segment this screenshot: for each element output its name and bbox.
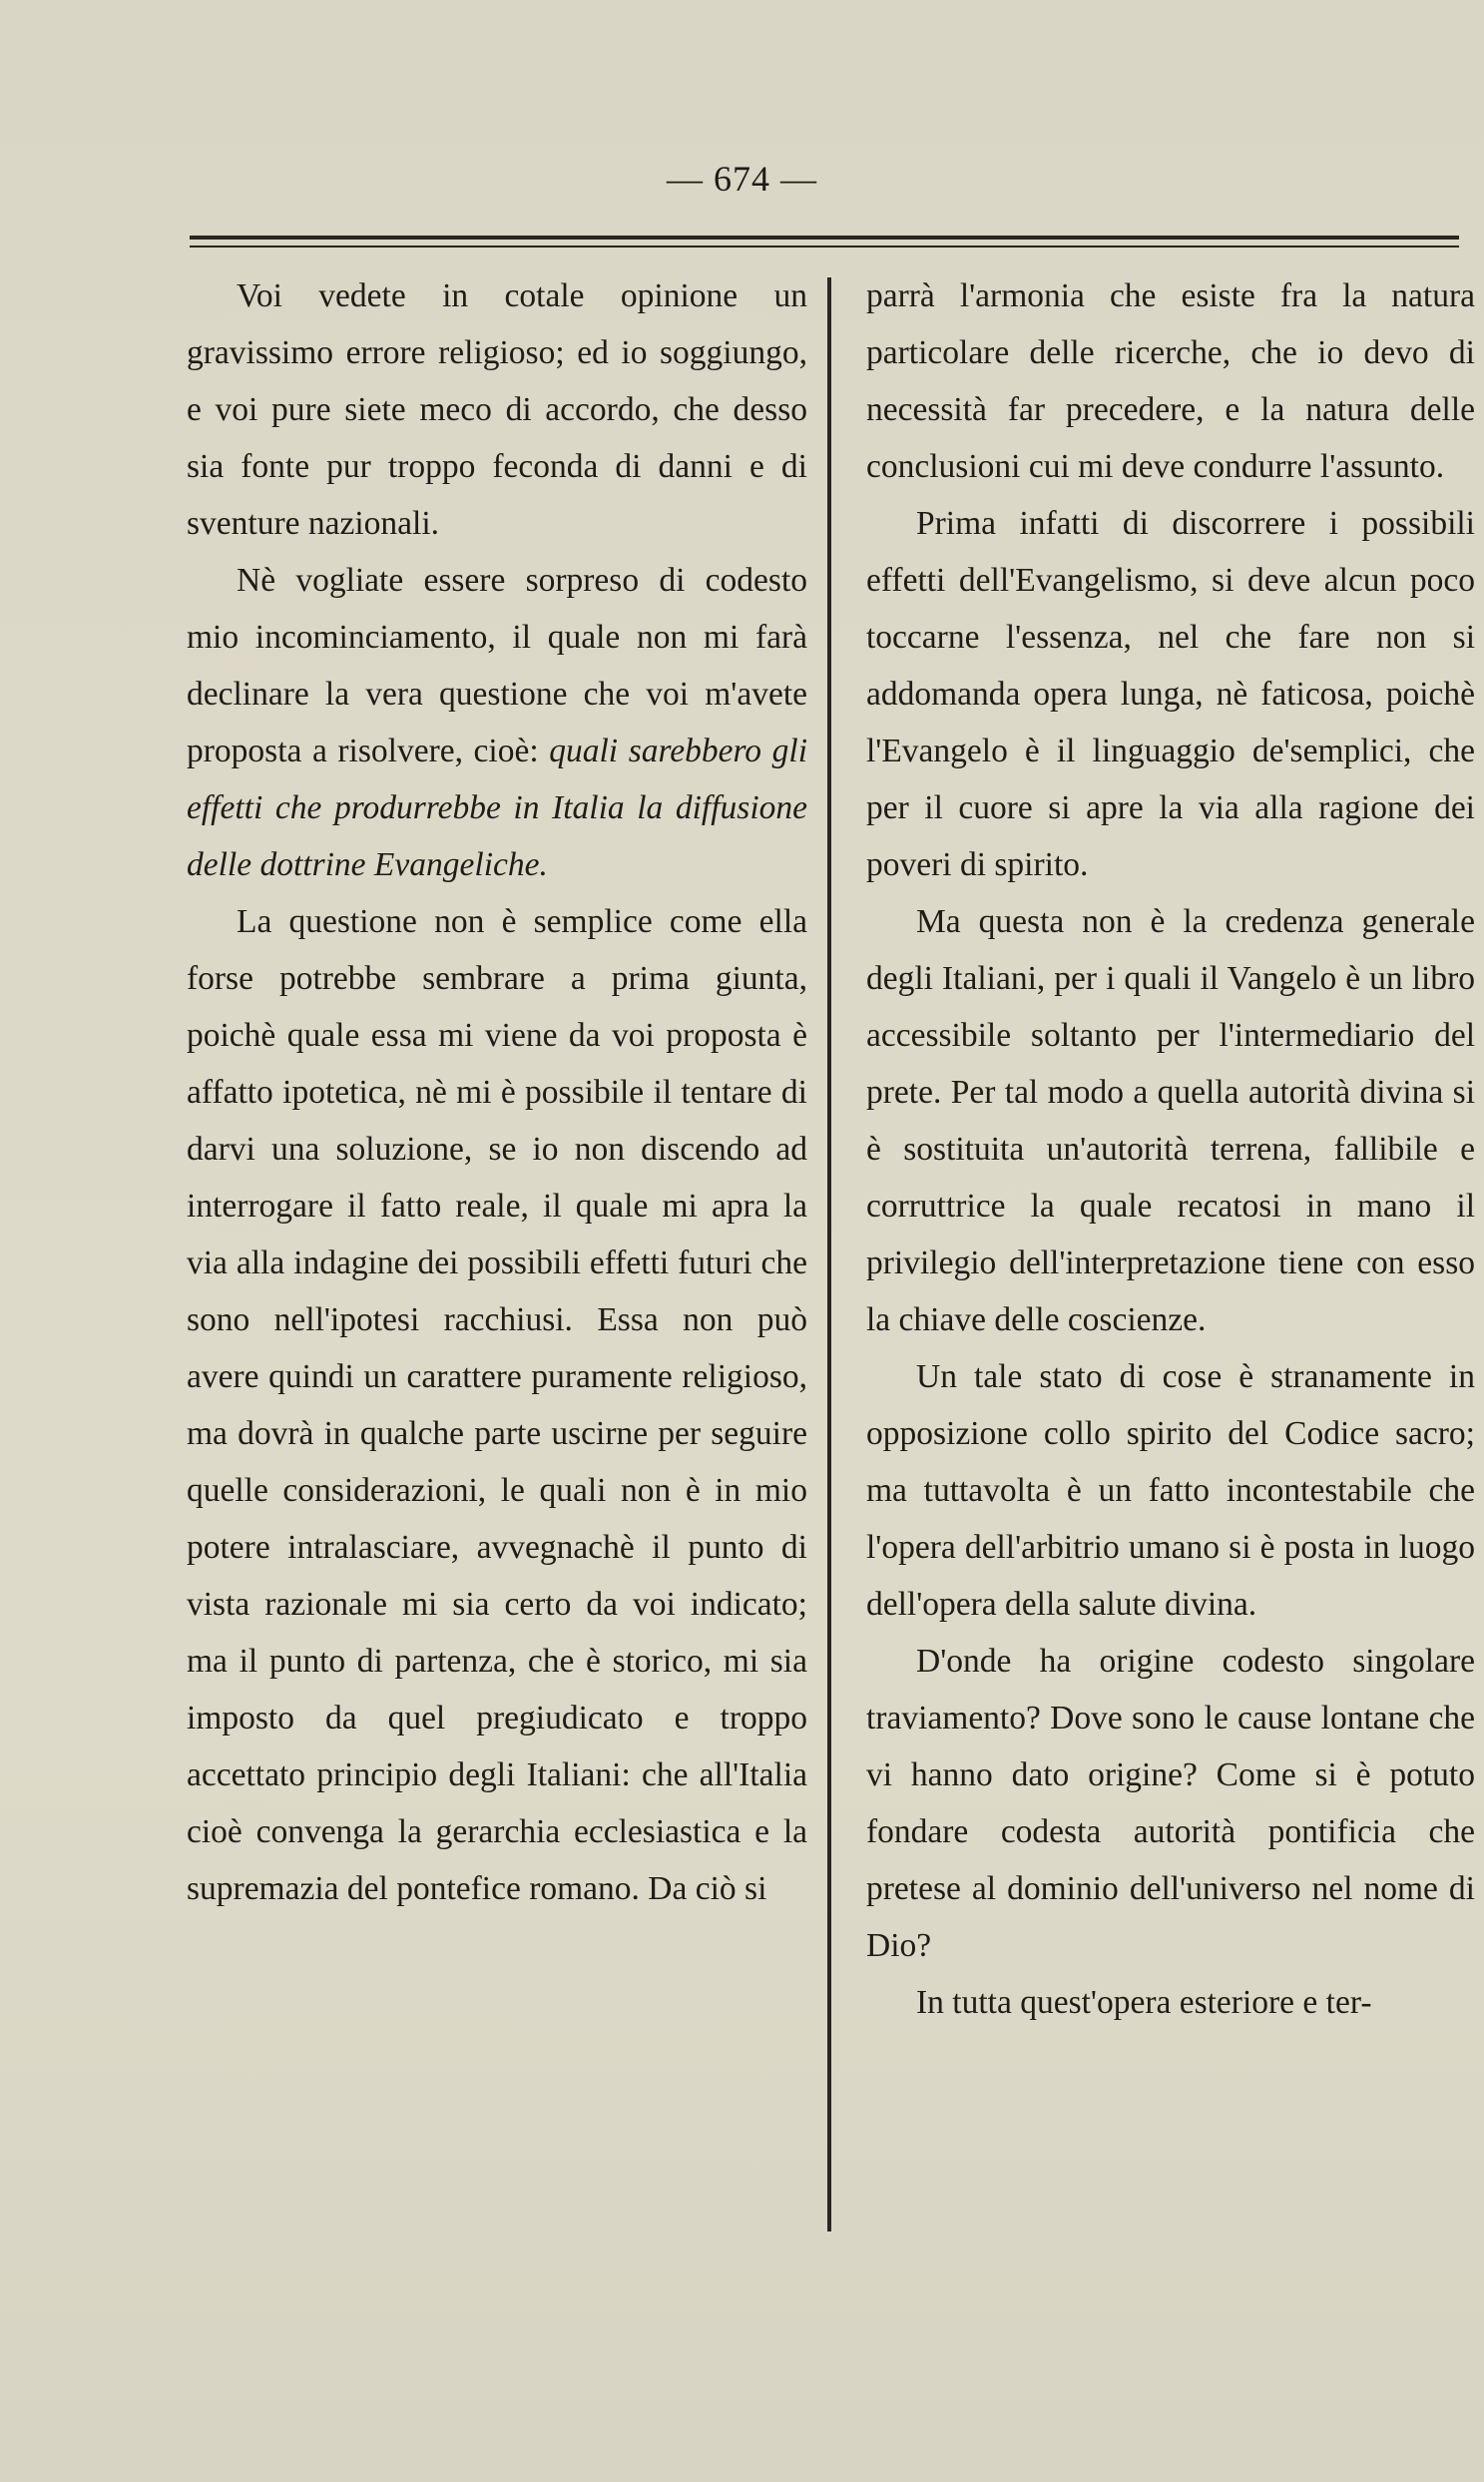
left-paragraph-2-italic: quali sarebbero gli effetti che produrrebbe in Italia la diffusione delle dottrine Evangeliche. — [187, 733, 808, 883]
column-divider — [827, 277, 831, 2232]
right-paragraph-5: D'onde ha origine codesto singolare traviamento? Dove sono le cause lontane che vi hanno dato origine? Come si è potuto fondare codesta autorità pontificia che pretese al dominio dell'universo nel nome di Dio? — [866, 1643, 1475, 1964]
left-column — [187, 267, 807, 1917]
right-paragraph-6: In tutta quest'opera esteriore e ter- — [916, 1984, 1372, 2021]
right-paragraph-4: Un tale stato di cose è stranamente in opposizione collo spirito del Codice sacro; ma tuttavolta è un fatto incontestabile che l'opera dell'arbitrio umano si è posta in luogo dell'opera della salute divina. — [866, 1358, 1475, 1623]
left-paragraph-3: La questione non è semplice come ella forse potrebbe sembrare a prima giunta, poichè quale essa mi viene da voi proposta è affatto ipotetica, nè mi è possibile il tentare di darvi una soluzione, se io non discendo ad interrogare il fatto reale, il quale mi apra la via alla indagine dei possibili effetti futuri che sono nell'ipotesi racchiusi. Essa non può avere quindi un carattere puramente religioso, ma dovrà in qualche parte uscirne per seguire quelle considerazioni, le quali non è in mio potere intralasciare, avvegnachè il punto di vista razionale mi sia certo da voi indicato; ma il punto di partenza, che è storico, mi sia imposto da quel pregiudicato e troppo accettato principio degli Italiani: che all'Italia cioè convenga la gerarchia ecclesiastica e la supremazia del pontefice romano. Da ciò si — [187, 903, 807, 1907]
right-paragraph-2: Prima infatti di discorrere i possibili effetti dell'Evangelismo, si deve alcun poco toccarne l'essenza, nel che fare non si addomanda opera lunga, nè faticosa, poichè l'Evangelo è il linguaggio de'semplici, che per il cuore si apre la via alla ragione dei poveri di spirito. — [866, 505, 1475, 883]
left-paragraph-2 — [187, 552, 807, 893]
right-paragraph-3: Ma questa non è la credenza generale degli Italiani, per i quali il Vangelo è un libro accessibile soltanto per l'intermediario del prete. Per tal modo a quella autorità divina si è sostituita un'autorità terrena, fallibile e corruttrice la quale recatosi in mano il privilegio dell'interpretazione tiene con esso la chiave delle coscienze. — [866, 903, 1475, 1338]
left-paragraph-1: Voi vedete in cotale opinione un gravissimo errore religioso; ed io soggiungo, e voi pure siete meco di accordo, che desso sia fonte pur troppo feconda di danni e di sventure nazionali. — [187, 277, 807, 542]
page-number: — 674 — — [667, 159, 817, 199]
header-rule — [190, 236, 1459, 248]
left-paragraph-2-text: Nè vogliate essere sorpreso di codesto mio incominciamento, il quale non mi farà declinare la vera questione che voi m'avete proposta a risolvere, cioè: — [187, 562, 807, 769]
right-column — [866, 267, 1475, 2031]
right-paragraph-1: parrà l'armonia che esiste fra la natura particolare delle ricerche, che io devo di necessità far precedere, e la natura delle conclusioni cui mi deve condurre l'assunto. — [866, 277, 1475, 485]
